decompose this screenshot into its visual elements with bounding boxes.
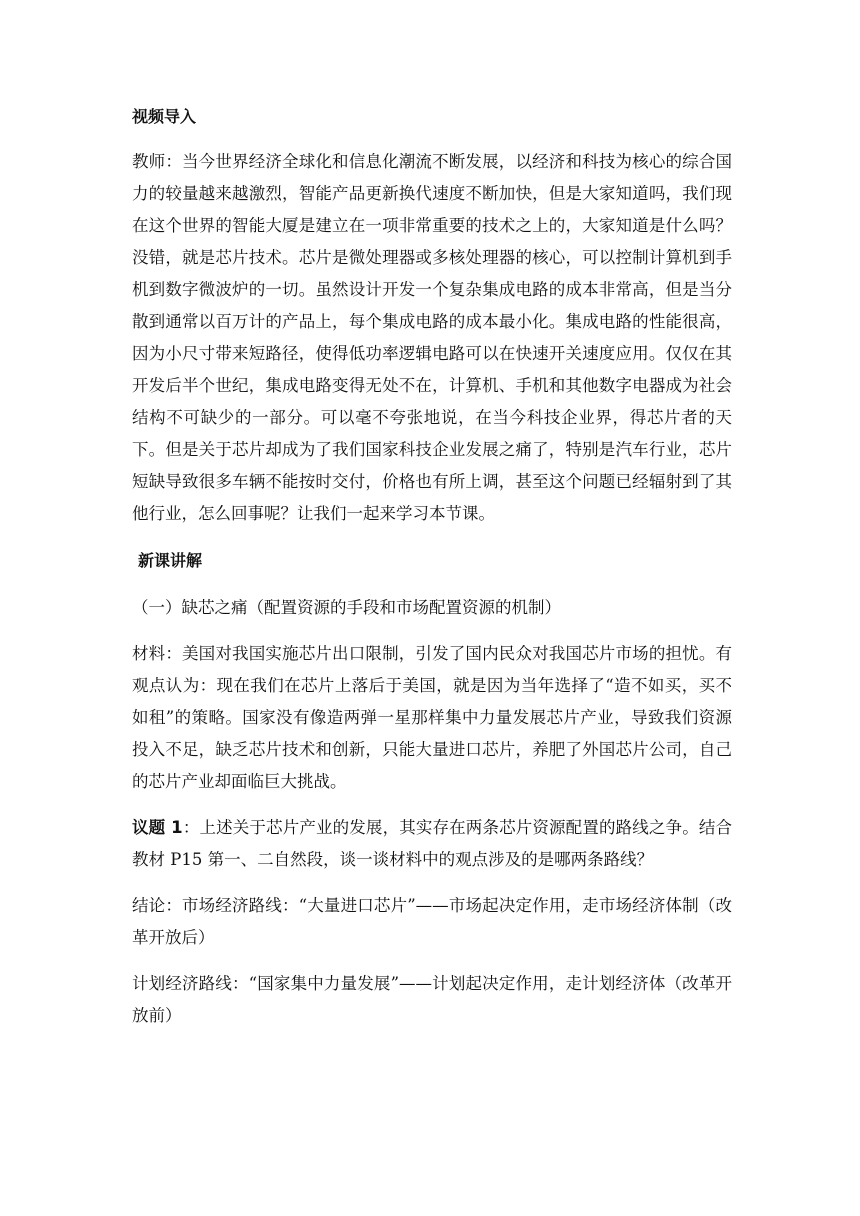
- issue-1-paragraph: [132, 812, 732, 876]
- section-1-title: （一）缺芯之痛（配置资源的手段和市场配置资源的机制）: [132, 598, 561, 617]
- issue-1-text: ：上述关于芯片产业的发展，其实存在两条芯片资源配置的路线之争。结合教材 P15 第一、二自然段，谈一谈材料中的观点涉及的是哪两条路线？: [132, 818, 732, 869]
- teacher-paragraph: 教师：当今世界经济全球化和信息化潮流不断发展，以经济和科技为核心的综合国力的较量越来越激烈，智能产品更新换代速度不断加快，但是大家知道吗，我们现在这个世界的智能大厦是建立在一项非常重要的技术之上的，大家知道是什么吗？没错，就是芯片技术。芯片是微处理器或多核处理器的核心，可以控制计算机到手机到数字微波炉的一切。虽然设计开发一个复杂集成电路的成本非常高，但是当分散到通常以百万计的产品上，每个集成电路的成本最小化。集成电路的性能很高，因为小尺寸带来短路径，使得低功率逻辑电路可以在快速开关速度应用。仅仅在其开发后半个世纪，集成电路变得无处不在，计算机、手机和其他数字电器成为社会结构不可缺少的一部分。可以毫不夸张地说，在当今科技企业界，得芯片者的天下。但是关于芯片却成为了我们国家科技企业发展之痛了，特别是汽车行业，芯片短缺导致很多车辆不能按时交付，价格也有所上调，甚至这个问题已经辐射到了其他行业，怎么回事呢？让我们一起来学习本节课。: [132, 152, 732, 523]
- video-intro-heading: 视频导入: [132, 107, 197, 126]
- document-page: [132, 100, 732, 1032]
- material-paragraph: 材料：美国对我国实施芯片出口限制，引发了国内民众对我国芯片市场的担忧。有观点认为：现在我们在芯片上落后于美国，就是因为当年选择了“造不如买，买不如租”的策略。国家没有像造两弹一星那样集中力量发展芯片产业，导致我们资源投入不足，缺乏芯片技术和创新，只能大量进口芯片，养肥了外国芯片公司，自己的芯片产业却面临巨大挑战。: [132, 644, 732, 791]
- conclusion-plan-route: 计划经济路线：“国家集中力量发展”——计划起决定作用，走计划经济体（改革开放前）: [132, 974, 732, 1025]
- conclusion-market-route: 结论：市场经济路线：“大量进口芯片”——市场起决定作用，走市场经济体制（改革开放后）: [132, 896, 732, 947]
- issue-1-label: 议题 1: [132, 818, 183, 837]
- new-lesson-heading: 新课讲解: [138, 551, 203, 570]
